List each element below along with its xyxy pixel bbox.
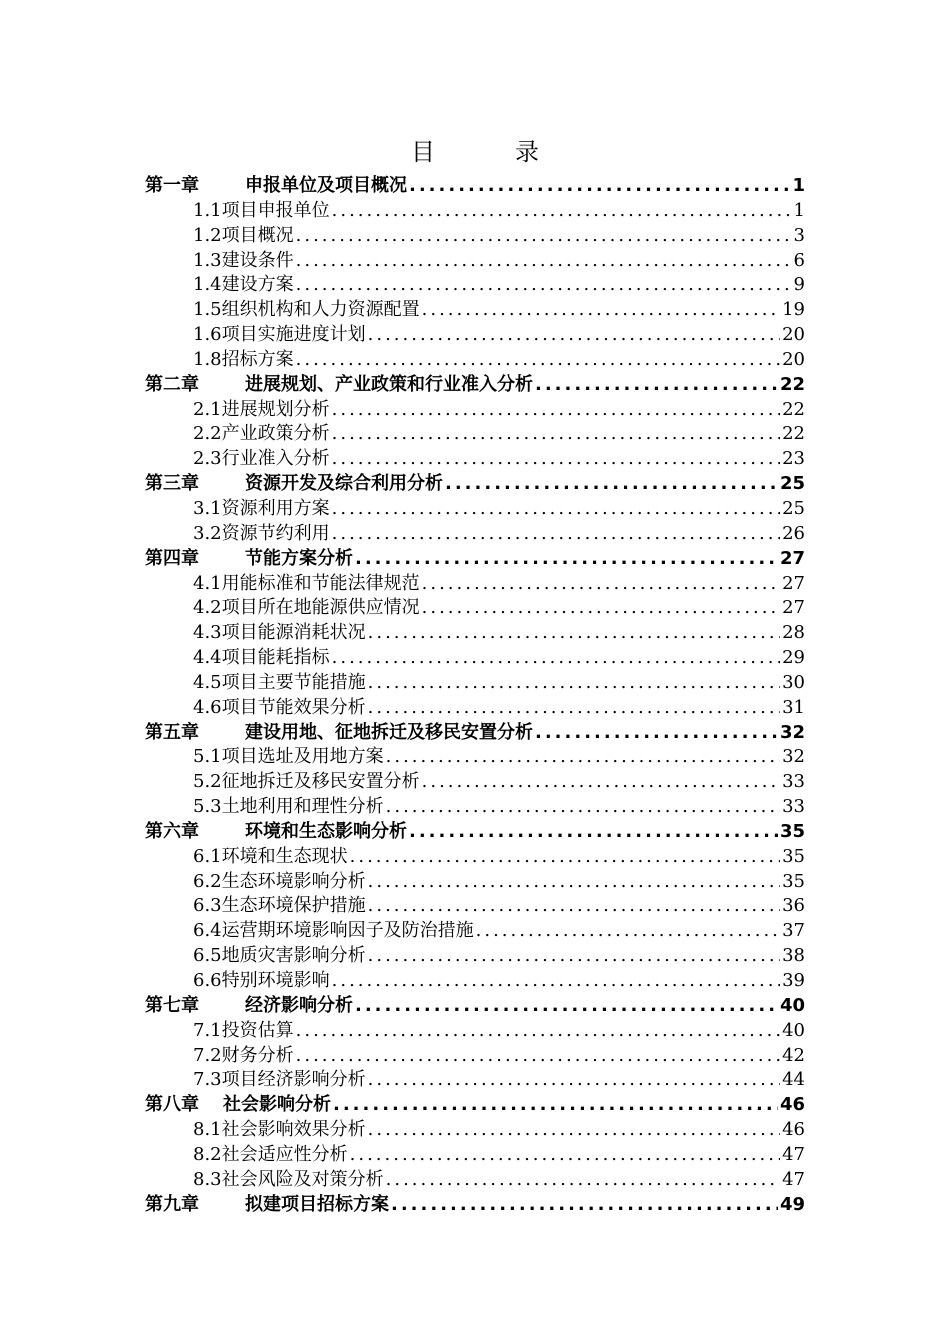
toc-section-entry[interactable] — [145, 323, 805, 348]
dot-leader — [409, 174, 790, 199]
entry-title: 资源开发及综合利用分析 — [245, 473, 443, 495]
entry-title: 1.4建设方案 — [193, 274, 294, 296]
page-number: 46 — [779, 1094, 805, 1116]
toc-section-entry[interactable] — [145, 1168, 805, 1193]
toc-section-entry[interactable] — [145, 919, 805, 944]
page-number: 31 — [782, 696, 805, 718]
toc-section-entry[interactable] — [145, 398, 805, 423]
page-number: 27 — [782, 597, 805, 619]
page-number: 1 — [792, 175, 805, 196]
toc-chapter-entry[interactable] — [145, 174, 805, 199]
dot-leader — [368, 696, 780, 721]
toc-section-entry[interactable] — [145, 795, 805, 820]
toc-section-entry[interactable] — [145, 1019, 805, 1044]
dot-leader — [386, 795, 780, 820]
toc-section-entry[interactable] — [145, 273, 805, 298]
chapter-label: 第二章 — [145, 373, 199, 395]
page-number: 47 — [782, 1143, 805, 1165]
entry-title: 4.5项目主要节能措施 — [193, 671, 366, 693]
entry-title: 6.1环境和生态现状 — [193, 845, 348, 867]
entry-title: 4.1用能标准和节能法律规范 — [193, 572, 420, 594]
page-number: 27 — [782, 572, 805, 594]
entry-title: 1.3建设条件 — [193, 249, 294, 271]
page-number: 23 — [782, 448, 805, 470]
dot-leader — [296, 224, 791, 249]
dot-leader — [391, 1193, 778, 1218]
dot-leader — [386, 1168, 780, 1193]
chapter-label: 第八章 — [145, 1094, 199, 1116]
page-number: 32 — [779, 721, 805, 743]
toc-section-entry[interactable] — [145, 447, 805, 472]
toc-section-entry[interactable] — [145, 1143, 805, 1168]
page-number: 1 — [793, 199, 805, 221]
toc-section-entry[interactable] — [145, 646, 805, 671]
toc-section-entry[interactable] — [145, 224, 805, 249]
toc-section-entry[interactable] — [145, 1118, 805, 1143]
dot-leader — [296, 273, 791, 298]
entry-title: 节能方案分析 — [245, 547, 353, 569]
dot-leader — [422, 770, 780, 795]
entry-title: 6.4运营期环境影响因子及防治措施 — [193, 920, 474, 942]
page-number: 26 — [782, 522, 805, 544]
toc-section-entry[interactable] — [145, 249, 805, 274]
page-number: 22 — [779, 373, 805, 395]
page-number: 32 — [782, 746, 805, 768]
entry-title: 4.6项目节能效果分析 — [193, 696, 366, 718]
toc-section-entry[interactable] — [145, 522, 805, 547]
dot-leader — [386, 745, 780, 770]
dot-leader — [368, 1118, 780, 1143]
toc-chapter-entry[interactable] — [145, 547, 805, 572]
entry-title: 1.2项目概况 — [193, 224, 294, 246]
page-number: 37 — [782, 920, 805, 942]
entry-title: 2.3行业准入分析 — [193, 448, 330, 470]
dot-leader — [296, 1044, 780, 1069]
dot-leader — [368, 870, 780, 895]
page-number: 36 — [782, 895, 805, 917]
entry-title: 6.3生态环境保护措施 — [193, 895, 366, 917]
entry-title: 1.5组织机构和人力资源配置 — [193, 299, 420, 321]
entry-title: 7.1投资估算 — [193, 1019, 294, 1041]
page-number: 35 — [779, 820, 805, 842]
dot-leader — [476, 919, 780, 944]
page-number: 35 — [782, 845, 805, 867]
dot-leader — [535, 373, 778, 398]
dot-leader — [422, 298, 780, 323]
toc-chapter-entry[interactable] — [145, 1093, 805, 1118]
toc-section-entry[interactable] — [145, 745, 805, 770]
toc-section-entry[interactable] — [145, 298, 805, 323]
page-number: 33 — [782, 796, 805, 818]
toc-chapter-entry[interactable] — [145, 1193, 805, 1218]
entry-title: 7.2财务分析 — [193, 1044, 294, 1066]
chapter-label: 第四章 — [145, 547, 199, 569]
entry-title: 经济影响分析 — [245, 994, 353, 1016]
entry-title: 4.4项目能耗指标 — [193, 647, 330, 669]
entry-title: 5.1项目选址及用地方案 — [193, 746, 384, 768]
page-number: 20 — [782, 348, 805, 370]
page-number: 20 — [782, 324, 805, 346]
table-of-contents — [145, 174, 805, 1217]
dot-leader — [350, 845, 780, 870]
page-number: 38 — [782, 945, 805, 967]
dot-leader — [445, 472, 778, 497]
dot-leader — [333, 1093, 778, 1118]
dot-leader — [296, 249, 791, 274]
page-number: 22 — [782, 423, 805, 445]
dot-leader — [350, 1143, 780, 1168]
entry-title: 建设用地、征地拆迁及移民安置分析 — [245, 721, 533, 743]
page-number: 25 — [779, 473, 805, 495]
page-number: 39 — [782, 970, 805, 991]
entry-title: 8.1社会影响效果分析 — [193, 1119, 366, 1141]
dot-leader — [332, 199, 791, 224]
dot-leader — [332, 447, 780, 472]
page-number: 25 — [782, 497, 805, 519]
entry-title: 环境和生态影响分析 — [245, 820, 407, 842]
toc-chapter-entry[interactable] — [145, 994, 805, 1019]
dot-leader — [332, 422, 780, 447]
dot-leader — [368, 323, 780, 348]
page-number: 46 — [782, 1119, 805, 1141]
entry-title: 3.2资源节约利用 — [193, 522, 330, 544]
dot-leader — [368, 894, 780, 919]
page-number: 6 — [793, 249, 805, 271]
dot-leader — [296, 1019, 780, 1044]
page-number: 44 — [782, 1069, 805, 1091]
entry-title: 7.3项目经济影响分析 — [193, 1069, 366, 1091]
page-number: 49 — [779, 1193, 805, 1215]
entry-title: 5.2征地拆迁及移民安置分析 — [193, 771, 420, 793]
dot-leader — [332, 969, 780, 994]
dot-leader — [368, 671, 780, 696]
toc-section-entry[interactable] — [145, 944, 805, 969]
page-number: 33 — [782, 771, 805, 793]
page-number: 40 — [782, 1019, 805, 1041]
entry-title: 4.3项目能源消耗状况 — [193, 622, 366, 644]
toc-section-entry[interactable] — [145, 696, 805, 721]
toc-chapter-entry[interactable] — [145, 721, 805, 746]
page-number: 19 — [782, 299, 805, 321]
entry-title: 进展规划、产业政策和行业准入分析 — [245, 373, 533, 395]
toc-chapter-entry[interactable] — [145, 373, 805, 398]
toc-section-entry[interactable] — [145, 770, 805, 795]
dot-leader — [409, 820, 778, 845]
entry-title: 8.2社会适应性分析 — [193, 1143, 348, 1165]
dot-leader — [332, 497, 780, 522]
toc-section-entry[interactable] — [145, 1044, 805, 1069]
dot-leader — [332, 398, 780, 423]
dot-leader — [368, 944, 780, 969]
page-number: 35 — [782, 870, 805, 892]
toc-chapter-entry[interactable] — [145, 820, 805, 845]
toc-section-entry[interactable] — [145, 671, 805, 696]
dot-leader — [332, 522, 780, 547]
chapter-label: 第六章 — [145, 820, 199, 842]
page-number: 28 — [782, 622, 805, 644]
toc-section-entry[interactable] — [145, 199, 805, 224]
entry-title: 1.6项目实施进度计划 — [193, 324, 366, 346]
page-number: 22 — [782, 398, 805, 420]
entry-title: 社会影响分析 — [223, 1094, 331, 1116]
entry-title: 4.2项目所在地能源供应情况 — [193, 597, 420, 619]
entry-title: 2.2产业政策分析 — [193, 423, 330, 445]
dot-leader — [296, 348, 780, 373]
page-number: 27 — [779, 547, 805, 569]
chapter-label: 第九章 — [145, 1193, 199, 1215]
toc-title: 目 录 — [411, 138, 567, 166]
page-number: 40 — [779, 994, 805, 1016]
entry-title: 2.1进展规划分析 — [193, 398, 330, 420]
dot-leader — [332, 646, 780, 671]
page-number: 42 — [782, 1044, 805, 1066]
toc-section-entry[interactable] — [145, 572, 805, 597]
page-number: 30 — [782, 671, 805, 693]
page-number: 3 — [793, 224, 805, 246]
chapter-label: 第五章 — [145, 721, 199, 743]
entry-title: 1.8招标方案 — [193, 348, 294, 370]
entry-title: 3.1资源利用方案 — [193, 497, 330, 519]
toc-section-entry[interactable] — [145, 621, 805, 646]
entry-title: 1.1项目申报单位 — [193, 199, 330, 221]
page-number: 29 — [782, 647, 805, 669]
dot-leader — [535, 721, 778, 746]
entry-title: 6.6特别环境影响 — [193, 970, 330, 991]
dot-leader — [355, 547, 778, 572]
page-number: 9 — [793, 274, 805, 296]
toc-section-entry[interactable] — [145, 1068, 805, 1093]
dot-leader — [422, 596, 780, 621]
dot-leader — [422, 572, 780, 597]
page-number: 47 — [782, 1168, 805, 1190]
entry-title: 6.5地质灾害影响分析 — [193, 945, 366, 967]
toc-section-entry[interactable] — [145, 894, 805, 919]
toc-section-entry[interactable] — [145, 497, 805, 522]
toc-section-entry[interactable] — [145, 596, 805, 621]
toc-section-entry[interactable] — [145, 845, 805, 870]
toc-section-entry[interactable] — [145, 969, 805, 994]
chapter-label: 第一章 — [145, 175, 199, 196]
entry-title: 6.2生态环境影响分析 — [193, 870, 366, 892]
dot-leader — [355, 994, 778, 1019]
toc-chapter-entry[interactable] — [145, 472, 805, 497]
toc-section-entry[interactable] — [145, 870, 805, 895]
entry-title: 申报单位及项目概况 — [245, 175, 407, 196]
toc-section-entry[interactable] — [145, 348, 805, 373]
dot-leader — [368, 1068, 780, 1093]
entry-title: 拟建项目招标方案 — [245, 1193, 389, 1215]
chapter-label: 第七章 — [145, 994, 199, 1016]
chapter-label: 第三章 — [145, 473, 199, 495]
dot-leader — [368, 621, 780, 646]
toc-section-entry[interactable] — [145, 422, 805, 447]
entry-title: 5.3土地利用和理性分析 — [193, 796, 384, 818]
entry-title: 8.3社会风险及对策分析 — [193, 1168, 384, 1190]
